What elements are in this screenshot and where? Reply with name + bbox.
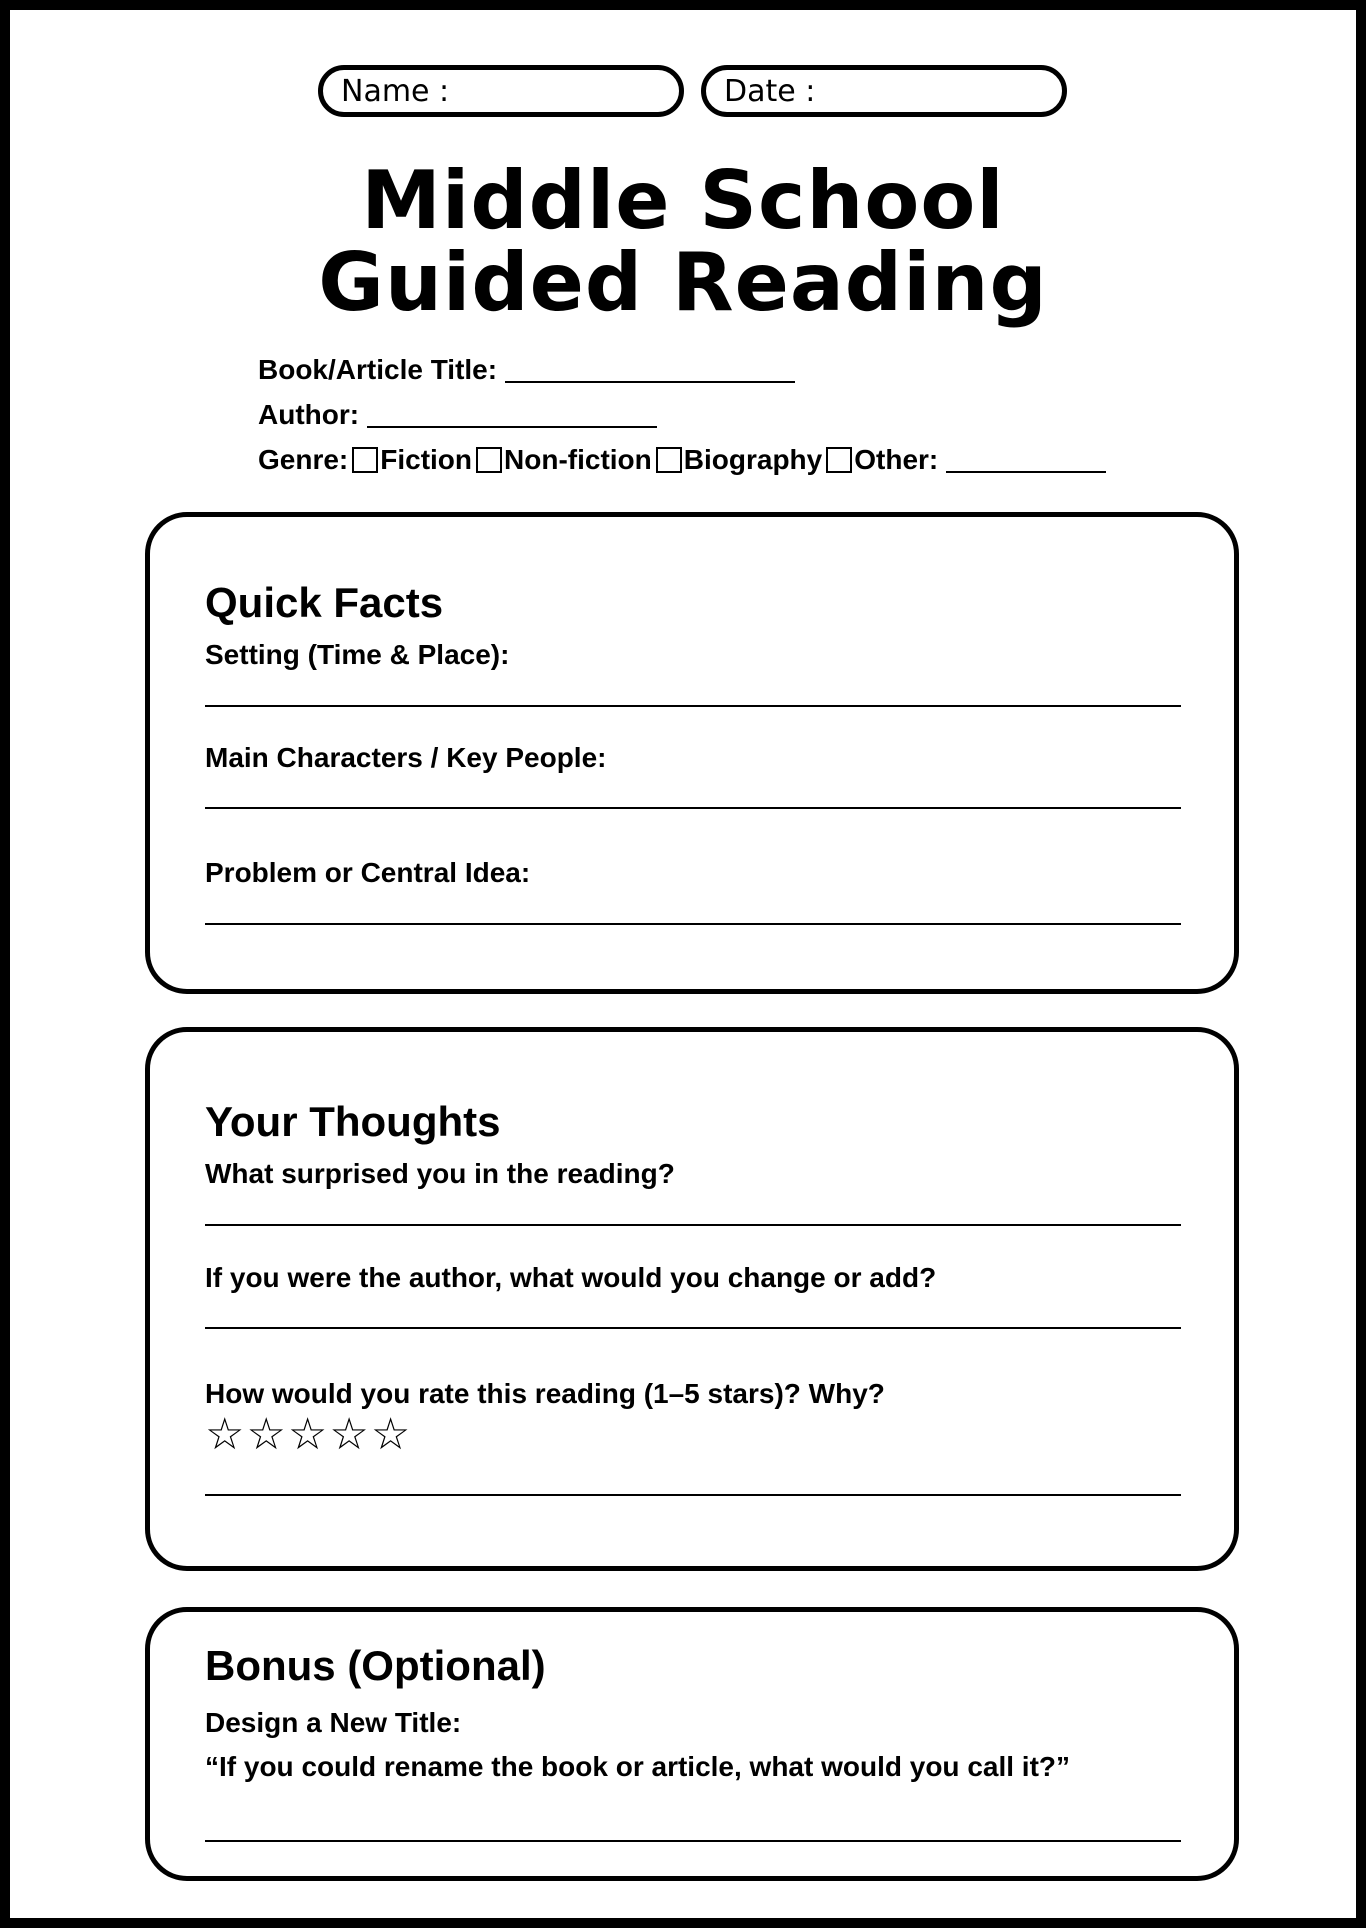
star-icon[interactable]: ☆ [246,1409,288,1460]
author-change-answer-line[interactable] [205,1327,1181,1329]
date-label: Date : [724,73,816,109]
name-input[interactable] [449,71,661,111]
date-input[interactable] [815,71,1044,111]
other-genre-input[interactable] [946,447,1106,473]
new-title-answer-line[interactable] [205,1840,1181,1842]
your-thoughts-card [145,1027,1239,1571]
your-thoughts-heading: Your Thoughts [205,1098,501,1145]
name-field[interactable] [318,65,684,117]
genre-option-non-fiction[interactable] [472,444,652,476]
fiction-checkbox[interactable] [352,447,378,473]
title-line-2: Guided Reading [318,236,1048,329]
page-title [10,154,1356,329]
genre-option-other[interactable] [822,444,938,476]
title-line-1: Middle School [361,154,1005,247]
rename-prompt: “If you could rename the book or article, what would you call it?” [205,1751,1071,1782]
other-checkbox[interactable] [826,447,852,473]
surprise-answer-line[interactable] [205,1224,1181,1226]
non-fiction-label: Non-fiction [504,444,652,475]
name-label: Name : [341,73,450,109]
star-icon[interactable]: ☆ [205,1409,247,1460]
new-title-subheading: Design a New Title: [205,1707,462,1738]
book-title-input[interactable] [505,357,795,383]
author-row [258,399,657,431]
setting-answer-line[interactable] [205,705,1181,707]
characters-answer-line[interactable] [205,807,1181,809]
other-label: Other: [854,444,939,475]
characters-question: Main Characters / Key People: [205,742,607,773]
quick-facts-card [145,512,1239,994]
author-label: Author: [258,399,360,430]
fiction-label: Fiction [380,444,473,475]
rating-question: How would you rate this reading (1–5 stars)? Why? [205,1378,885,1409]
bonus-card [145,1607,1239,1881]
rating-answer-line[interactable] [205,1494,1181,1496]
central-idea-question: Problem or Central Idea: [205,857,531,888]
date-field[interactable] [701,65,1067,117]
genre-label: Genre: [258,444,349,475]
non-fiction-checkbox[interactable] [476,447,502,473]
book-title-label: Book/Article Title: [258,354,498,385]
biography-checkbox[interactable] [656,447,682,473]
author-change-question: If you were the author, what would you change or add? [205,1262,937,1293]
genre-option-fiction[interactable] [348,444,472,476]
bonus-heading: Bonus (Optional) [205,1642,546,1689]
star-icon[interactable]: ☆ [287,1409,330,1460]
star-icon[interactable]: ☆ [370,1409,413,1460]
author-input[interactable] [367,402,657,428]
genre-row [258,444,1106,476]
biography-label: Biography [683,444,823,475]
star-rating[interactable] [205,1409,413,1460]
book-title-row [258,354,795,386]
genre-option-biography[interactable] [652,444,822,476]
setting-question: Setting (Time & Place): [205,639,510,670]
surprise-question: What surprised you in the reading? [205,1158,675,1189]
star-icon[interactable]: ☆ [329,1409,371,1460]
quick-facts-heading: Quick Facts [205,579,444,626]
central-idea-answer-line[interactable] [205,923,1181,925]
